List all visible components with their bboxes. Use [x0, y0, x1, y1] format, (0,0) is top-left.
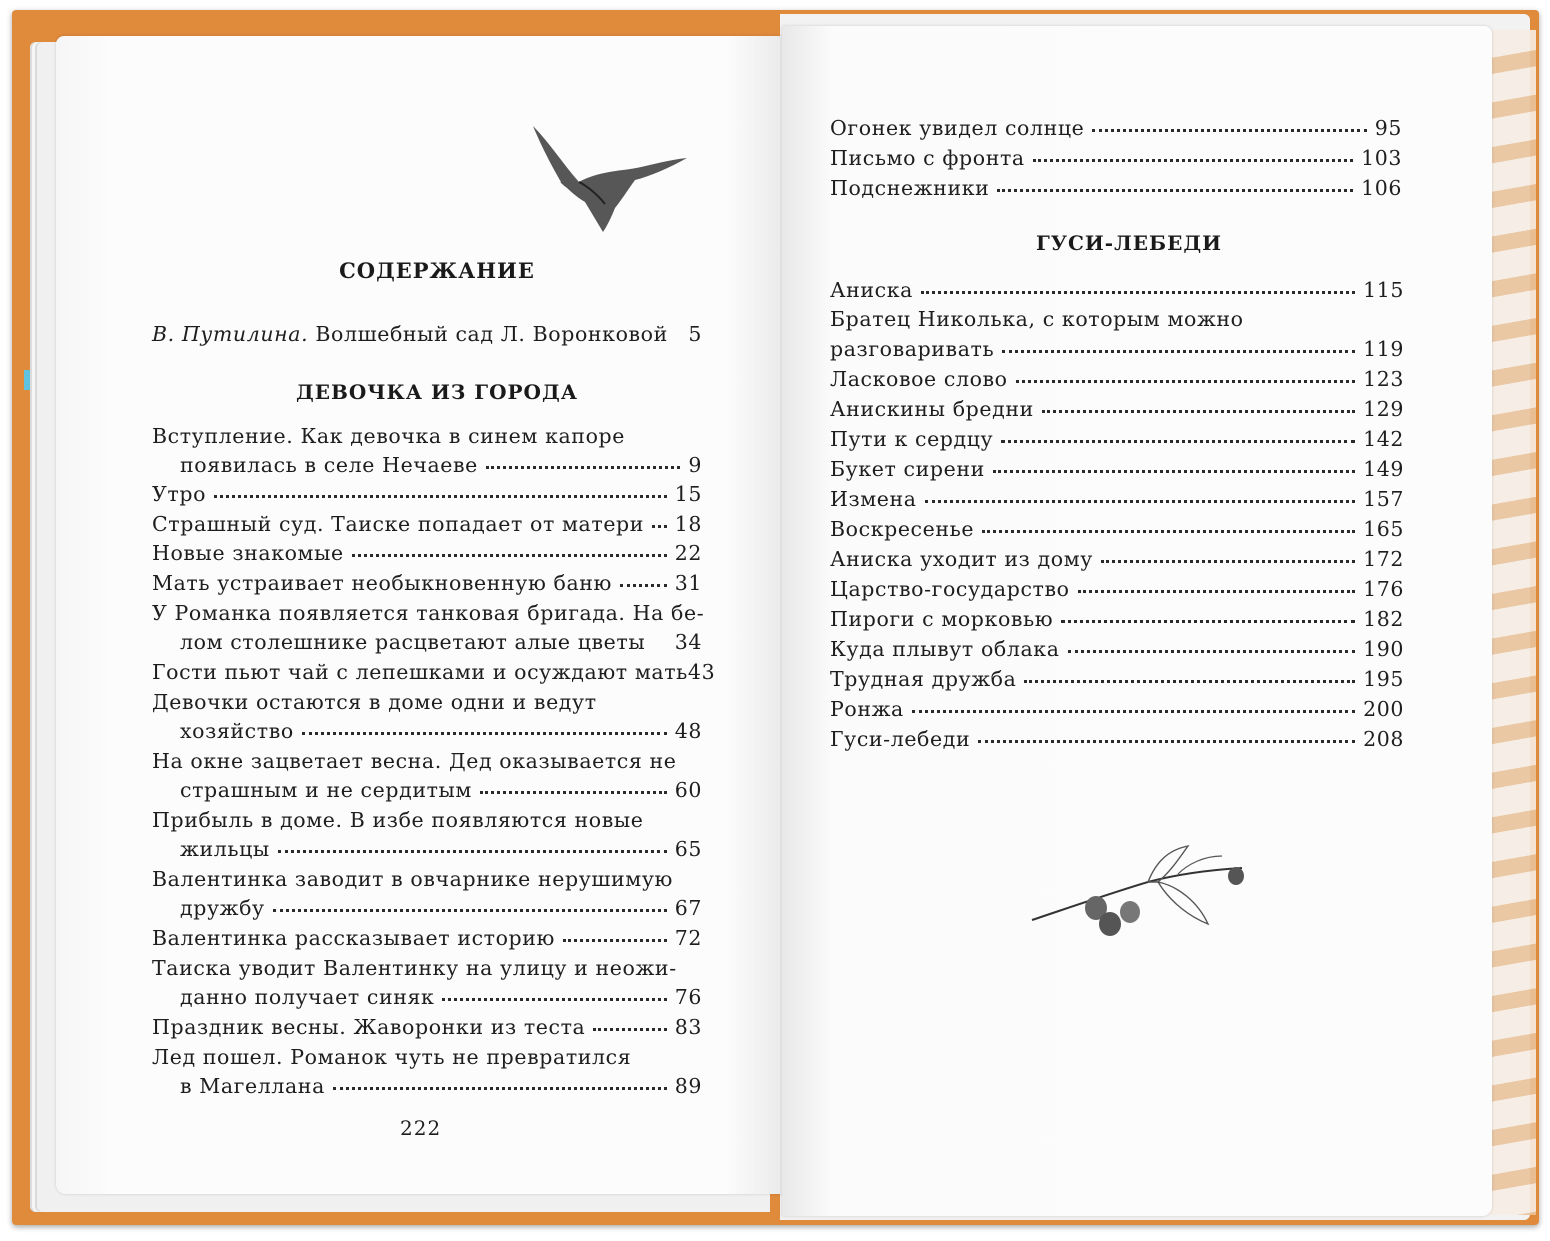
toc-entry[interactable]: Ронжа 200 [830, 697, 1404, 721]
toc-entry[interactable]: Анискины бредни 129 [830, 397, 1404, 421]
toc-entry[interactable]: Праздник весны. Жаворонки из теста 83 [152, 1015, 702, 1039]
toc-entry[interactable]: страшным и не сердитым 60 [180, 778, 702, 802]
toc-heading: СОДЕРЖАНИЕ [339, 258, 535, 283]
toc-entry-line: Лед пошел. Романок чуть не превратился [152, 1045, 632, 1069]
right-page [782, 26, 1492, 1216]
toc-entry[interactable]: в Магеллана 89 [180, 1074, 702, 1098]
toc-entry[interactable]: Пути к сердцу 142 [830, 427, 1404, 451]
toc-entry[interactable]: Куда плывут облака 190 [830, 637, 1404, 661]
toc-entry[interactable]: разговаривать 119 [830, 337, 1404, 361]
raspberry-branch-illustration [1028, 842, 1258, 952]
toc-entry[interactable]: дружбу 67 [180, 896, 702, 920]
toc-entry[interactable]: Трудная дружба 195 [830, 667, 1404, 691]
intro-page: 5 [688, 322, 702, 346]
toc-entry[interactable]: Утро 15 [152, 482, 702, 506]
toc-entry[interactable]: хозяйство 48 [180, 719, 702, 743]
toc-entry[interactable]: Письмо с фронта 103 [830, 146, 1402, 170]
page-number: 222 [400, 1116, 442, 1140]
toc-entry-line: Таиска уводит Валентинку на улицу и неожи- [152, 956, 677, 980]
toc-entry[interactable]: Аниска 115 [830, 278, 1404, 302]
toc-entry[interactable]: лом столешнике расцветают алые цветы 34 [180, 630, 702, 654]
intro-author: В. Путилина. [152, 322, 309, 346]
toc-entry[interactable]: Мать устраивает необыкновенную баню 31 [152, 571, 702, 595]
toc-entry-line: Братец Николька, с которым можно [830, 307, 1244, 331]
section-title-gusi: ГУСИ-ЛЕБЕДИ [1035, 231, 1223, 255]
intro-entry[interactable] [152, 320, 702, 348]
toc-entry[interactable]: Измена 157 [830, 487, 1404, 511]
toc-entry[interactable]: Аниска уходит из дому 172 [830, 547, 1404, 571]
bird-illustration [531, 124, 691, 234]
toc-entry[interactable]: Ласковое слово 123 [830, 367, 1404, 391]
toc-entry[interactable]: Воскресенье 165 [830, 517, 1404, 541]
toc-entry[interactable]: Подснежники 106 [830, 176, 1402, 200]
toc-entry-line: Валентинка заводит в овчарнике нерушимую [152, 867, 673, 891]
toc-entry[interactable]: Царство-государство 176 [830, 577, 1404, 601]
toc-entry[interactable]: данно получает синяк 76 [180, 985, 702, 1009]
toc-entry-line: Вступление. Как девочка в синем капоре [152, 424, 625, 448]
toc-entry[interactable]: Страшный суд. Таиске попадает от матери 18 [152, 512, 702, 536]
toc-entry[interactable]: Новые знакомые 22 [152, 541, 702, 565]
toc-entry[interactable]: Гуси-лебеди 208 [830, 727, 1404, 751]
toc-entry[interactable]: Огонек увидел солнце 95 [830, 116, 1402, 140]
intro-title: Волшебный сад Л. Воронковой [315, 322, 668, 346]
left-page [56, 36, 784, 1194]
toc-entry[interactable]: Валентинка рассказывает историю 72 [152, 926, 702, 950]
toc-entry-line: Прибыль в доме. В избе появляются новые [152, 808, 644, 832]
toc-entry-line: Девочки остаются в доме одни и ведут [152, 690, 597, 714]
toc-entry[interactable]: Гости пьют чай с лепешками и осуждают мать 43 [152, 660, 716, 684]
toc-entry[interactable]: появилась в селе Нечаеве 9 [180, 453, 702, 477]
toc-entry-line: У Романка появляется танковая бригада. На бе- [152, 601, 705, 625]
cover-edge-pattern [1488, 30, 1536, 1215]
toc-entry-line: На окне зацветает весна. Дед оказывается не [152, 749, 677, 773]
section-title-devochka: ДЕВОЧКА ИЗ ГОРОДА [295, 380, 579, 404]
toc-entry[interactable]: жильцы 65 [180, 837, 702, 861]
toc-entry[interactable]: Пироги с морковью 182 [830, 607, 1404, 631]
toc-entry[interactable]: Букет сирени 149 [830, 457, 1404, 481]
